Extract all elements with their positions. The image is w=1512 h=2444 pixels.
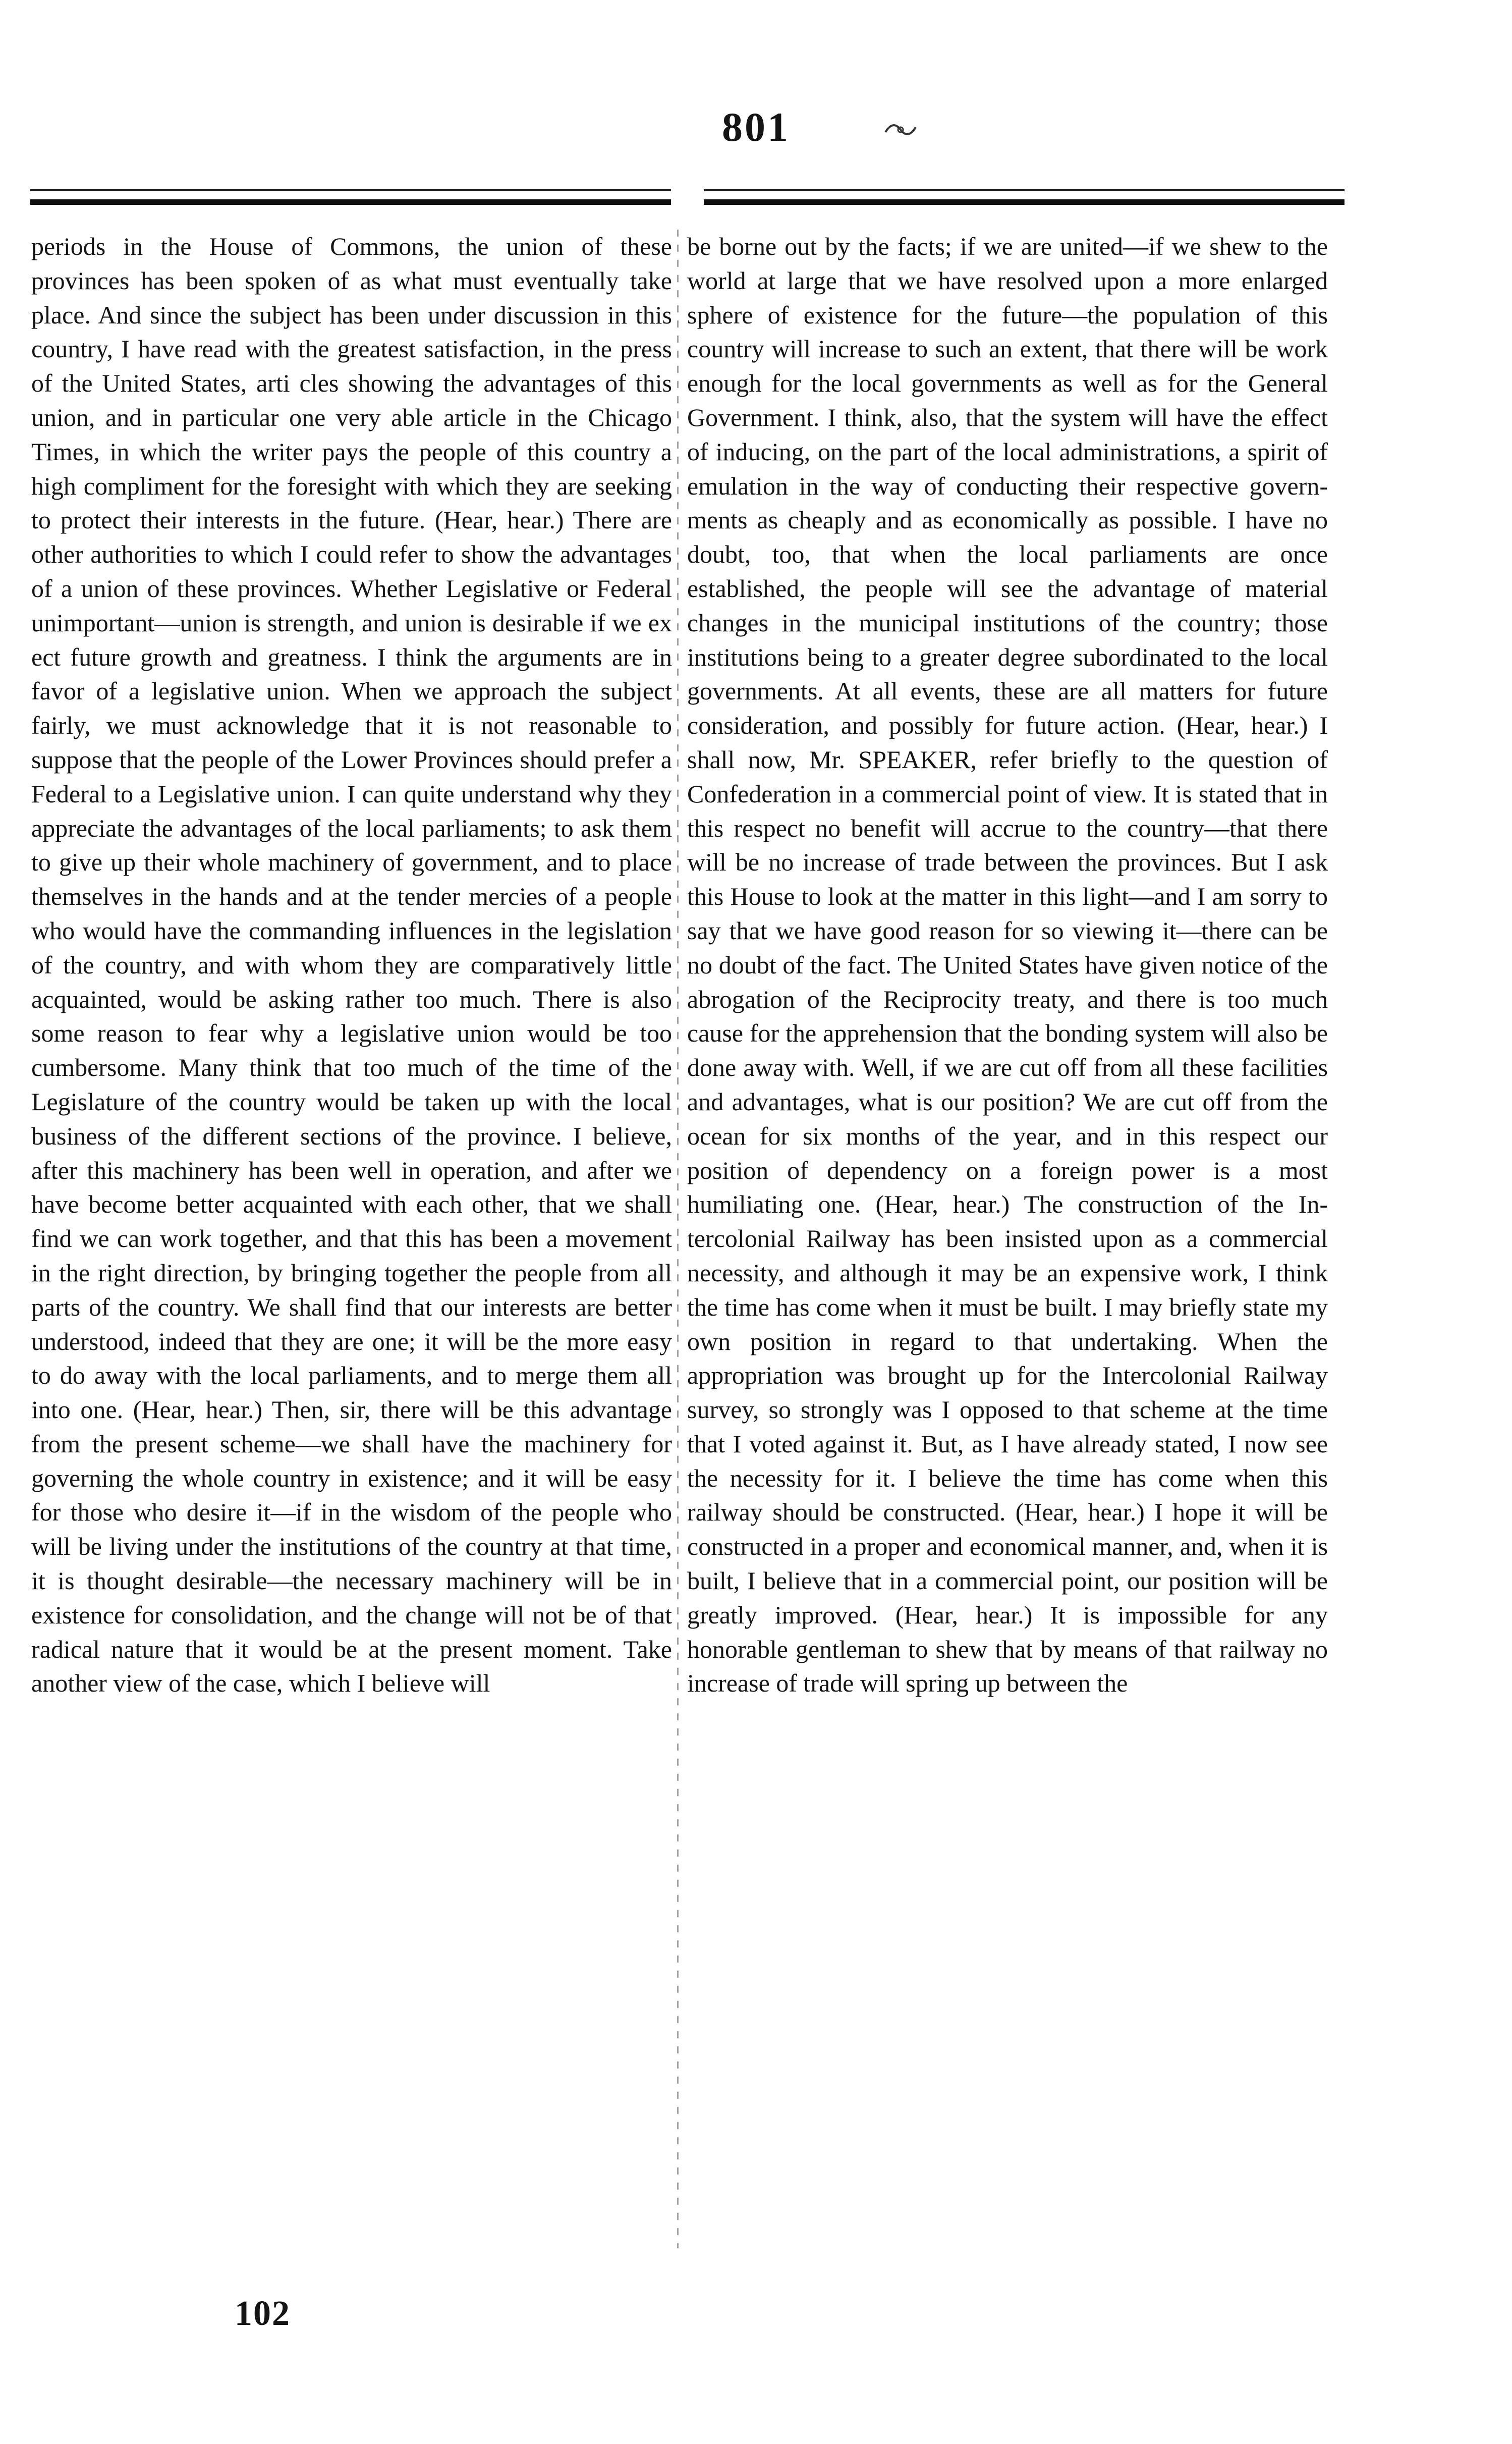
text-column-right: [687, 230, 1328, 1701]
column-divider: [677, 230, 679, 2248]
signature-mark: 102: [235, 2294, 291, 2333]
header-rule-left: [30, 189, 671, 206]
header-rule-right: [704, 189, 1345, 206]
text-column-left: [31, 230, 672, 1701]
column-left-text: periods in the House of Commons, the union of these provinces has been spoken of as what must eventually take place. And since the subject has been under discussion in this country, I have read with the greatest satisfaction, in the press of the United States, arti cles showing the advantages of this union, and in particular one very able article in the Chicago Times, in which the writer pays the people of this country a high compliment for the foresight with which they are seeking to protect their interests in the future. (Hear, hear.) There are other authorities to which I could refer to show the advantages of a union of these provinces. Whether Legislative or Federal unimportant—union is strength, and union is desirable if we ex ect future growth and greatness. I think the arguments are in favor of a legislative union. When we approach the subject fairly, we must acknowledge that it is not reasonable to suppose that the people of the Lower Provinces should prefer a Federal to a Legislative union. I can quite understand why they appreciate the advantages of the local parliaments; to ask them to give up their whole machinery of government, and to place themselves in the hands and at the tender mercies of a people who would have the commanding influences in the legislation of the country, and with whom they are comparatively little acquainted, would be asking rather too much. There is also some reason to fear why a legislative union would be too cumbersome. Many think that too much of the time of the Legislature of the country would be taken up with the local business of the different sections of the province. I believe, after this machinery has been well in operation, and after we have become better acquainted with each other, that we shall find we can work together, and that this has been a movement in the right direction, by bringing together the people from all parts of the country. We shall find that our interests are better understood, indeed that they are one; it will be the more easy to do away with the local parliaments, and to merge them all into one. (Hear, hear.) Then, sir, there will be this advantage from the present scheme—we shall have the machinery for governing the whole country in existence; and it will be easy for those who desire it—if in the wisdom of the people who will be living under the institutions of the country at that time, it is thought desirable—the necessary machinery will be in existence for consolidation, and the change will not be of that radical nature that it would be at the present moment. Take another view of the case, which I believe will: [31, 232, 672, 1698]
column-right-text: be borne out by the facts; if we are united—if we shew to the world at large that we have resolved upon a more enlarged sphere of existence for the future—the population of this country will increase to such an extent, that there will be work enough for the local governments as well as for the General Government. I think, also, that the system will have the effect of inducing, on the part of the local administrations, a spirit of emulation in the way of conducting their respective governments as cheaply and as economically as possible. I have no doubt, too, that when the local parliaments are once established, the people will see the advantage of material changes in the municipal institutions of the country; those institutions being to a greater degree subordinated to the local governments. At all events, these are all matters for future consideration, and possibly for future action. (Hear, hear.) I shall now, Mr. SPEAKER, refer briefly to the question of Confederation in a commercial point of view. It is stated that in this respect no benefit will accrue to the country—that there will be no increase of trade between the provinces. But I ask this House to look at the matter in this light—and I am sorry to say that we have good reason for so viewing it—there can be no doubt of the fact. The United States have given notice of the abrogation of the Reciprocity treaty, and there is too much cause for the apprehension that the bonding system will also be done away with. Well, if we are cut off from all these facilities and advantages, what is our position? We are cut off from the ocean for six months of the year, and in this respect our position of dependency on a foreign power is a most humiliating one. (Hear, hear.) The construction of the Intercolonial Railway has been insisted upon as a commercial necessity, and although it may be an expensive work, I think the time has come when it must be built. I may briefly state my own position in regard to that undertaking. When the appropriation was brought up for the Intercolonial Railway survey, so strongly was I opposed to that scheme at the time that I voted against it. But, as I have already stated, I now see the necessity for it. I believe the time has come when this railway should be constructed. (Hear, hear.) I hope it will be constructed in a proper and economical manner, and, when it is built, I believe that in a commercial point, our position will be greatly improved. (Hear, hear.) It is impossible for any honorable gentleman to shew that by means of that railway no increase of trade will spring up between the: [687, 232, 1328, 1698]
printer-ornament-icon: [880, 117, 921, 142]
page-number: 801: [722, 104, 790, 150]
